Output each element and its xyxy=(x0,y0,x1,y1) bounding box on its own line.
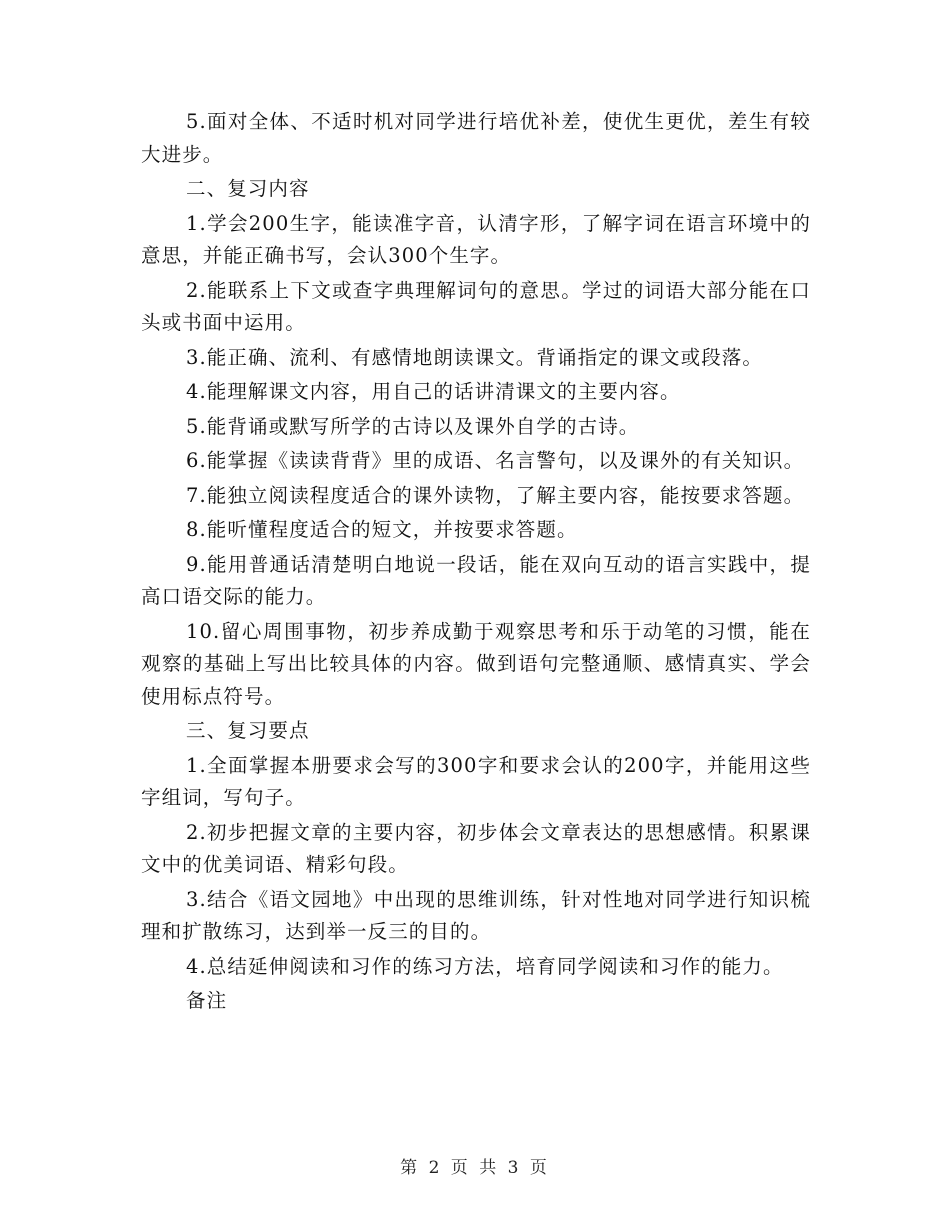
section-heading: 三、复习要点 xyxy=(186,719,310,742)
paragraph: 4.能理解课文内容，用自己的话讲清课文的主要内容。 xyxy=(186,380,681,403)
paragraph: 3.结合《语文园地》中出现的思维训练，针对性地对同学进行知识梳理和扩散练习，达到举一反三的目的。 xyxy=(141,887,811,943)
section-heading: 二、复习内容 xyxy=(186,177,310,200)
paragraph: 9.能用普通话清楚明白地说一段话，能在双向互动的语言实践中，提高口语交际的能力。 xyxy=(141,552,811,608)
paragraph: 4.总结延伸阅读和习作的练习方法，培育同学阅读和习作的能力。 xyxy=(186,954,784,978)
paragraph: 7.能独立阅读程度适合的课外读物，了解主要内容，能按要求答题。 xyxy=(186,483,805,507)
paragraph: 1.全面掌握本册要求会写的300字和要求会认的200字，并能用这些字组词，写句子。 xyxy=(141,753,811,809)
page-number-footer: 第 2 页 共 3 页 xyxy=(400,1158,550,1178)
paragraph: 1.学会200生字，能读准字音，认清字形，了解字词在语言环境中的意思，并能正确书写，会认300个生字。 xyxy=(141,211,811,267)
document-body xyxy=(141,106,811,1020)
paragraph: 6.能掌握《读读背背》里的成语、名言警句，以及课外的有关知识。 xyxy=(186,449,805,472)
paragraph: 5.面对全体、不适时机对同学进行培优补差，使优生更优，差生有较大进步。 xyxy=(141,110,811,166)
paragraph: 5.能背诵或默写所学的古诗以及课外自学的古诗。 xyxy=(186,414,640,438)
paragraph: 2.初步把握文章的主要内容，初步体会文章表达的思想感情。积累课文中的优美词语、精彩句段。 xyxy=(141,820,811,876)
paragraph: 3.能正确、流利、有感情地朗读课文。背诵指定的课文或段落。 xyxy=(186,345,764,369)
paragraph: 10.留心周围事物，初步养成勤于观察思考和乐于动笔的习惯，能在观察的基础上写出比较具体的内容。做到语句完整通顺、感情真实、学会使用标点符号。 xyxy=(141,619,811,708)
notes-label: 备注 xyxy=(186,989,228,1012)
paragraph: 8.能听懂程度适合的短文，并按要求答题。 xyxy=(186,518,578,541)
paragraph: 2.能联系上下文或查字典理解词句的意思。学过的词语大部分能在口头或书面中运用。 xyxy=(141,278,811,334)
